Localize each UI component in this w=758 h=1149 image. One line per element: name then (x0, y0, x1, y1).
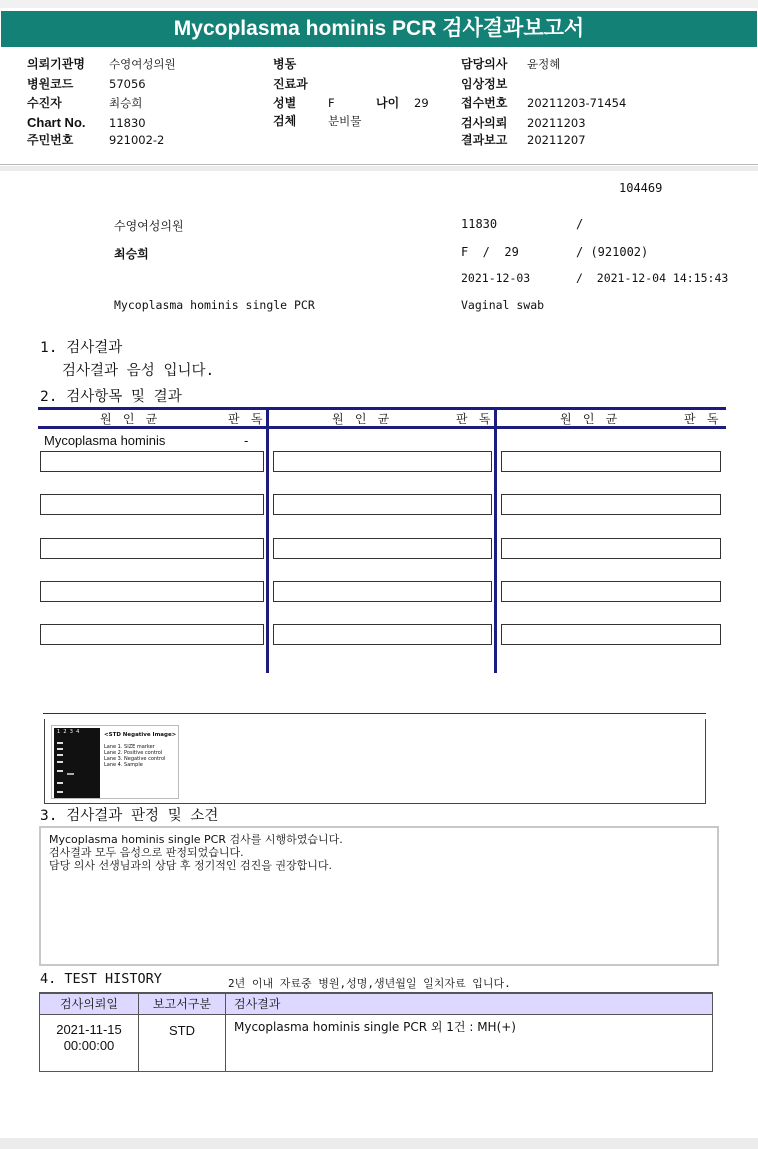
opinion-box (39, 826, 719, 966)
info-institution: 수영여성의원 (114, 219, 184, 233)
specimen-value: 분비물 (328, 114, 362, 128)
doctor-value: 윤정혜 (527, 57, 561, 71)
info-specimen: Vaginal swab (461, 298, 545, 312)
col-judgement-2: 판 독 (456, 412, 493, 426)
section1-result: 검사결과 음성 입니다. (62, 363, 215, 379)
gel-top-rule (43, 713, 706, 714)
hospital-code-value: 57056 (109, 77, 146, 91)
section4-title: 4. TEST HISTORY (40, 971, 162, 987)
result-cell (273, 451, 492, 472)
info-date: 2021-12-03 (461, 271, 531, 285)
result-cell (501, 494, 721, 515)
report-date-label: 결과보고 (461, 133, 508, 147)
history-note: 2년 이내 자료중 병원,성명,생년월일 일치자료 입니다. (228, 977, 511, 990)
col-judgement-3: 판 독 (684, 412, 721, 426)
result-cell (273, 494, 492, 515)
history-result: Mycoplasma hominis single PCR 외 1건 : MH(+) (234, 1020, 516, 1034)
history-time: 00:00:00 (63, 1038, 115, 1053)
result-cell (273, 581, 492, 602)
doctor-label: 담당의사 (461, 57, 508, 71)
gel-band (57, 782, 63, 784)
gel-legend-lane1: Lane 1. SIZE marker (104, 744, 155, 750)
history-header-row (40, 994, 712, 1015)
sex-label: 성별 (273, 96, 297, 110)
info-datetime: / 2021-12-04 14:15:43 (576, 271, 729, 285)
patient-value: 최승희 (109, 96, 143, 110)
specimen-label: 검체 (273, 114, 297, 128)
top-strip (0, 0, 758, 8)
history-type: STD (139, 1015, 226, 1072)
gel-band (57, 791, 63, 793)
age-value: 29 (414, 96, 429, 110)
gel-legend-lane3: Lane 3. Negative control (104, 756, 166, 762)
gel-band (57, 754, 63, 756)
result-cell (40, 494, 264, 515)
request-label: 검사의뢰 (461, 116, 508, 130)
dept-label: 진료과 (273, 77, 308, 91)
row1-result: - (244, 433, 249, 448)
report-number: 104469 (619, 181, 663, 195)
result-cell (501, 624, 721, 645)
report-title: Mycoplasma hominis PCR 검사결과보고서 (1, 11, 757, 47)
report-date-value: 20211207 (527, 133, 586, 147)
gel-band (57, 742, 63, 744)
opinion-line-3: 담당 의사 선생님과의 상담 후 정기적인 검진을 권장합니다. (49, 859, 332, 872)
result-cell (273, 538, 492, 559)
result-cell (501, 538, 721, 559)
col-pathogen-2: 원 인 균 (332, 412, 392, 426)
gel-lane-numbers: 1 2 3 4 (57, 729, 80, 735)
result-cell (501, 451, 721, 472)
receipt-label: 접수번호 (461, 96, 508, 110)
result-cell (40, 538, 264, 559)
receipt-value: 20211203-71454 (527, 96, 627, 110)
chart-value: 11830 (109, 116, 146, 130)
history-col-result: 검사결과 (234, 997, 281, 1011)
row1-pathogen: Mycoplasma hominis (44, 433, 166, 448)
info-test-name: Mycoplasma hominis single PCR (114, 298, 315, 312)
history-col-type: 보고서구분 (139, 994, 226, 1014)
info-chart: 11830 (461, 217, 498, 231)
hospital-code-label: 병원코드 (27, 77, 74, 91)
info-patient: 최승희 (114, 247, 149, 261)
gel-lanes-image (54, 728, 100, 798)
header-divider-band (0, 166, 758, 171)
history-col-date: 검사의뢰일 (40, 994, 139, 1014)
patient-label: 수진자 (27, 96, 62, 110)
col-judgement-1: 판 독 (228, 412, 265, 426)
gel-image (51, 725, 179, 799)
opinion-line-1: Mycoplasma hominis single PCR 검사를 시행하였습니다. (49, 833, 343, 846)
gel-band (67, 773, 74, 775)
history-date: 2021-11-15 (56, 1022, 122, 1037)
section3-title: 3. 검사결과 판정 및 소견 (40, 808, 219, 824)
gel-legend-lane2: Lane 2. Positive control (104, 750, 163, 756)
history-table (39, 992, 713, 1072)
opinion-line-2: 검사결과 모두 음성으로 판정되었습니다. (49, 846, 244, 859)
sex-value: F (328, 96, 335, 110)
gel-band (57, 761, 63, 763)
gel-legend-lane4: Lane 4. Sample (104, 762, 143, 768)
gel-band (57, 770, 63, 772)
col-pathogen-1: 원 인 균 (100, 412, 160, 426)
gel-band (57, 748, 63, 750)
col-pathogen-3: 원 인 균 (560, 412, 620, 426)
result-cell (40, 581, 264, 602)
header-divider (0, 164, 758, 165)
result-cell (40, 624, 264, 645)
table-divider-1 (266, 407, 269, 673)
section1-title: 1. 검사결과 (40, 340, 123, 356)
request-value: 20211203 (527, 116, 586, 130)
bottom-strip (0, 1138, 758, 1149)
result-cell (40, 451, 264, 472)
institution-value: 수영여성의원 (109, 57, 176, 71)
result-cell (273, 624, 492, 645)
info-sex-age: F / 29 (461, 245, 519, 259)
institution-label: 의뢰기관명 (27, 57, 85, 71)
table-divider-2 (494, 407, 497, 673)
history-date-cell (40, 1015, 139, 1072)
result-cell (501, 581, 721, 602)
ward-label: 병동 (273, 57, 297, 71)
info-chart-slash: / (576, 217, 584, 231)
gel-legend-title: <STD Negative Image> (104, 732, 177, 738)
info-birth: / (921002) (576, 245, 649, 259)
section2-title: 2. 검사항목 및 결과 (40, 389, 182, 405)
resident-value: 921002-2 (109, 133, 165, 147)
chart-label: Chart No. (27, 115, 86, 130)
age-label: 나이 (376, 96, 400, 110)
clinical-label: 임상정보 (461, 77, 508, 91)
history-row (40, 1015, 712, 1072)
resident-label: 주민번호 (27, 133, 74, 147)
